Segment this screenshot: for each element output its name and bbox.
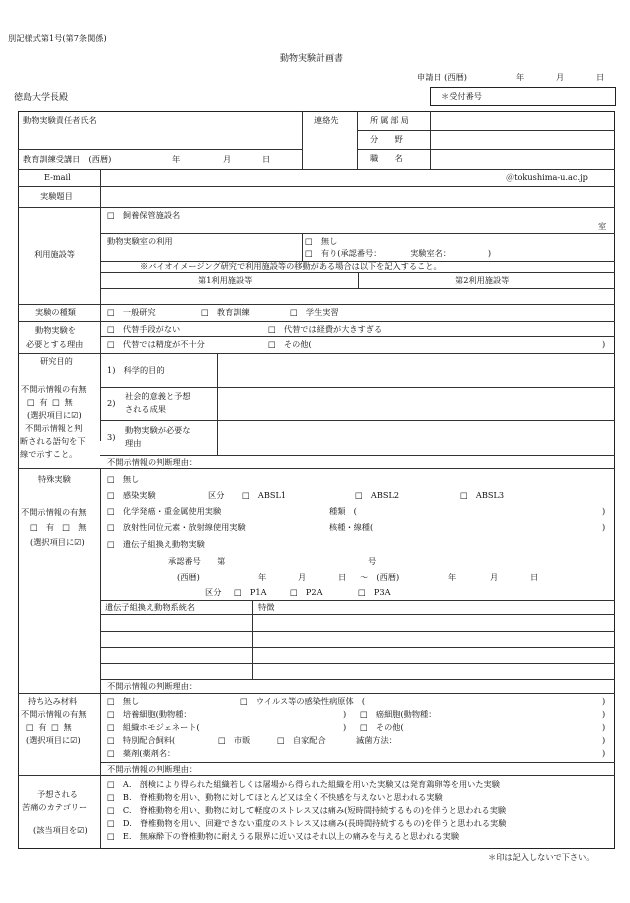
training-month: 月 — [223, 154, 232, 164]
purpose-scientific-input[interactable] — [218, 354, 614, 386]
materials-select-hint: (選択項目に☑) — [26, 735, 81, 745]
cultured-cells-checkbox[interactable]: □ 培養細胞(動物種： — [107, 709, 192, 719]
purpose-necessity-input[interactable] — [218, 421, 614, 454]
p2a-checkbox[interactable]: □ P2A — [290, 587, 323, 597]
special-none-checkbox[interactable]: □ 無し — [107, 474, 140, 484]
pain-label-3: (該当項目を☑) — [33, 825, 88, 835]
reason-cost-checkbox[interactable]: □ 代替では経費が大きすぎる — [268, 324, 383, 334]
lab-use-none-checkbox[interactable]: □ 無し — [305, 236, 338, 246]
absl2-checkbox[interactable]: □ ABSL2 — [355, 490, 400, 500]
date-day: 日 — [596, 72, 605, 82]
lab-use-label: 動物実験室の利用 — [107, 236, 173, 246]
period-start-month: 月 — [298, 572, 307, 582]
p1a-checkbox[interactable]: □ P1A — [234, 587, 267, 597]
dept-label: 所属部局 — [370, 115, 411, 125]
feed-close-paren: ) — [602, 735, 606, 745]
pain-category-d-checkbox[interactable]: □ D. 脊椎動物を用い、回避できない重度のストレス又は痛み(長時間持続するもの)を伴うと思われる実験 — [107, 818, 507, 828]
materials-label: 持ち込み材料 — [28, 696, 78, 706]
email-label: E-mail — [44, 172, 71, 182]
purpose-social-label-2: される成果 — [125, 404, 166, 414]
infection-kubun-label: 区分 — [208, 490, 225, 500]
strain-name-header: 遺伝子組換え動物系統名 — [105, 602, 196, 612]
purpose-necessity-label-1: 動物実験が必要な — [125, 425, 191, 435]
reason-label-1: 動物実験を — [35, 325, 76, 335]
facilities-label: 利用施設等 — [34, 249, 75, 259]
purpose-item2-number: 2) — [107, 398, 116, 408]
period-end-day: 日 — [530, 572, 539, 582]
period-tilde-seireki: ～ (西暦) — [360, 572, 400, 582]
purpose-nondisclosure-checkbox[interactable]: □ 有 □ 無 — [27, 397, 74, 407]
drug-checkbox[interactable]: □ 薬剤(薬剤名： — [107, 748, 176, 758]
experiment-kind-label: 実験の種類 — [35, 307, 76, 317]
email-input[interactable] — [101, 170, 501, 185]
date-month: 月 — [556, 72, 565, 82]
dept-input[interactable] — [431, 112, 614, 130]
materials-nondisclosure-label: 不開示情報の有無 — [21, 709, 87, 719]
period-end-year: 年 — [448, 572, 457, 582]
breeding-facility-checkbox[interactable]: □ 飼養保管施設名 — [107, 210, 181, 220]
room-suffix: 室 — [598, 221, 607, 231]
date-year: 年 — [516, 72, 525, 82]
purpose-note-3: 線で示すこと。 — [20, 449, 78, 459]
purpose-note-1: 不開示情報と判 — [25, 423, 83, 433]
training-date-label: 教育訓練受講日 (西暦) — [23, 154, 112, 164]
footer-note: ＊印は記入しないで下さい。 — [488, 852, 595, 862]
radio-close-paren: ) — [602, 522, 606, 532]
section-input[interactable] — [431, 131, 614, 148]
special-nondisclosure-checkbox[interactable]: □ 有 □ 無 — [30, 522, 87, 532]
cancer-close-paren: ) — [602, 709, 606, 719]
feature-header: 特徴 — [258, 602, 275, 612]
receipt-label: ＊受付番号 — [441, 91, 482, 101]
kind-student-checkbox[interactable]: □ 学生実習 — [290, 307, 339, 317]
approval-number-label: 承認番号 第 — [168, 556, 226, 566]
special-reason-line: 不開示情報の判断理由： — [107, 681, 198, 691]
second-facility-label: 第2利用施設等 — [455, 275, 510, 285]
period-start-year: 年 — [258, 572, 267, 582]
responsible-name-input[interactable] — [19, 128, 301, 148]
position-input[interactable] — [431, 150, 614, 168]
approval-go-label: 号 — [368, 556, 377, 566]
pain-category-b-checkbox[interactable]: □ B. 脊椎動物を用い、動物に対してほとんど又は全く不快感を与えないと思われる実験 — [107, 792, 443, 802]
special-select-hint: (選択項目に☑) — [30, 537, 85, 547]
period-start-day: 日 — [338, 572, 347, 582]
reason-label-2: 必要とする理由 — [26, 339, 84, 349]
lab-use-yes-checkbox[interactable]: □ 有り(承認番号： 実験室名： ) — [305, 248, 492, 258]
form-number: 別記様式第1号(第7条関係) — [8, 33, 107, 43]
absl1-checkbox[interactable]: □ ABSL1 — [242, 490, 287, 500]
pain-label-2: 苦痛のカテゴリー — [22, 802, 88, 812]
reason-accuracy-checkbox[interactable]: □ 代替では精度が不十分 — [107, 339, 205, 349]
pain-category-c-checkbox[interactable]: □ C. 脊椎動物を用い、動物に対して軽度のストレス又は痛み(短時間持続するもの)を伴うと思われる実験 — [107, 805, 507, 815]
infection-checkbox[interactable]: □ 感染実験 — [107, 490, 156, 500]
materials-other-checkbox[interactable]: □ その他( — [360, 722, 404, 732]
purpose-necessity-label-2: 理由 — [125, 438, 142, 448]
first-facility-label: 第1利用施設等 — [198, 275, 253, 285]
chem-kind-label: 種類 ( — [329, 506, 357, 516]
materials-nondisclosure-checkbox[interactable]: □ 有 □ 無 — [26, 722, 73, 732]
section-label: 分 野 — [370, 134, 403, 144]
purpose-social-input[interactable] — [218, 388, 614, 419]
feed-market-checkbox[interactable]: □ 市販 — [218, 735, 251, 745]
special-nondisclosure-label: 不開示情報の有無 — [21, 507, 87, 517]
period-end-month: 月 — [490, 572, 499, 582]
reason-other-checkbox[interactable]: □ その他( — [268, 339, 312, 349]
training-year: 年 — [172, 154, 181, 164]
homogenate-close-paren: ) — [343, 722, 347, 732]
purpose-note-2: 断される語句を下 — [20, 436, 86, 446]
purpose-scientific-label: 1) 科学的目的 — [107, 365, 165, 375]
kind-training-checkbox[interactable]: □ 教育訓練 — [201, 307, 250, 317]
email-domain: ＠tokushima-u.ac.jp — [506, 172, 588, 182]
feed-self-checkbox[interactable]: □ 自家配合 — [277, 735, 326, 745]
drug-close-paren: ) — [602, 748, 606, 758]
containment-kubun-label: 区分 — [205, 587, 222, 597]
purpose-item3-number: 3) — [107, 432, 116, 442]
absl3-checkbox[interactable]: □ ABSL3 — [460, 490, 505, 500]
purpose-nondisclosure-label: 不開示情報の有無 — [21, 384, 87, 394]
kind-general-checkbox[interactable]: □ 一般研究 — [107, 307, 156, 317]
pain-label-1: 予想される — [37, 789, 78, 799]
reason-close-paren: ) — [602, 339, 606, 349]
date-label: 申請日 (西暦) — [417, 72, 467, 82]
chem-close-paren: ) — [602, 506, 606, 516]
period-seireki-label: (西暦) — [177, 572, 200, 582]
radio-kind-label: 核種・線種( — [329, 522, 374, 532]
experiment-title-input[interactable] — [101, 187, 614, 206]
reason-no-alternative-checkbox[interactable]: □ 代替手段がない — [107, 324, 181, 334]
contact-label: 連絡先 — [314, 115, 339, 125]
receipt-number-box — [430, 87, 616, 106]
radioisotope-checkbox[interactable]: □ 放射性同位元素・放射線使用実験 — [107, 522, 246, 532]
materials-none-checkbox[interactable]: □ 無し — [107, 696, 140, 706]
page-title: 動物実験計画書 — [280, 54, 344, 64]
experiment-title-label: 実験題目 — [40, 191, 73, 201]
addressee: 徳島大学長殿 — [14, 93, 69, 103]
p3a-checkbox[interactable]: □ P3A — [358, 587, 391, 597]
purpose-social-label-1: 社会的意義と予想 — [125, 391, 191, 401]
purpose-reason-line: 不開示情報の判断理由： — [107, 457, 198, 467]
training-day: 日 — [262, 154, 271, 164]
bioimaging-note: ※バイオイメージング研究で利用施設等の移動がある場合は以下を記入すること。 — [140, 261, 442, 271]
virus-checkbox[interactable]: □ ウイルス等の感染性病原体 ( — [240, 696, 366, 706]
virus-close-paren: ) — [602, 696, 606, 706]
purpose-select-hint: (選択項目に☑) — [27, 410, 82, 420]
chem-carcinogen-checkbox[interactable]: □ 化学発癌・重金属使用実験 — [107, 506, 222, 516]
homogenate-checkbox[interactable]: □ 組織ホモジェネート( — [107, 722, 200, 732]
cultured-close-paren: ) — [343, 709, 347, 719]
responsible-name-label: 動物実験責任者氏名 — [23, 115, 97, 125]
special-feed-checkbox[interactable]: □ 特別配合飼料( — [107, 735, 176, 745]
gene-modified-checkbox[interactable]: □ 遺伝子組換え動物実験 — [107, 539, 205, 549]
position-label: 職 名 — [370, 153, 403, 163]
sterilization-label: 滅菌方法： — [356, 735, 397, 745]
materials-reason-line: 不開示情報の判断理由： — [107, 764, 198, 774]
pain-category-a-checkbox[interactable]: □ A. 剖検により得られた組織若しくは屠場から得られた組織を用いた実験又は発育鶏卵等を用いた実験 — [107, 779, 500, 789]
cancer-cells-checkbox[interactable]: □ 癌細胞(動物種： — [360, 709, 437, 719]
purpose-label: 研究目的 — [40, 356, 73, 366]
special-label: 特殊実験 — [38, 474, 71, 484]
pain-category-e-checkbox[interactable]: □ E. 無麻酔下の脊椎動物に耐えうる限界に近い又はそれ以上の痛みを与えると思われる実験 — [107, 831, 460, 841]
other-close-paren: ) — [602, 722, 606, 732]
